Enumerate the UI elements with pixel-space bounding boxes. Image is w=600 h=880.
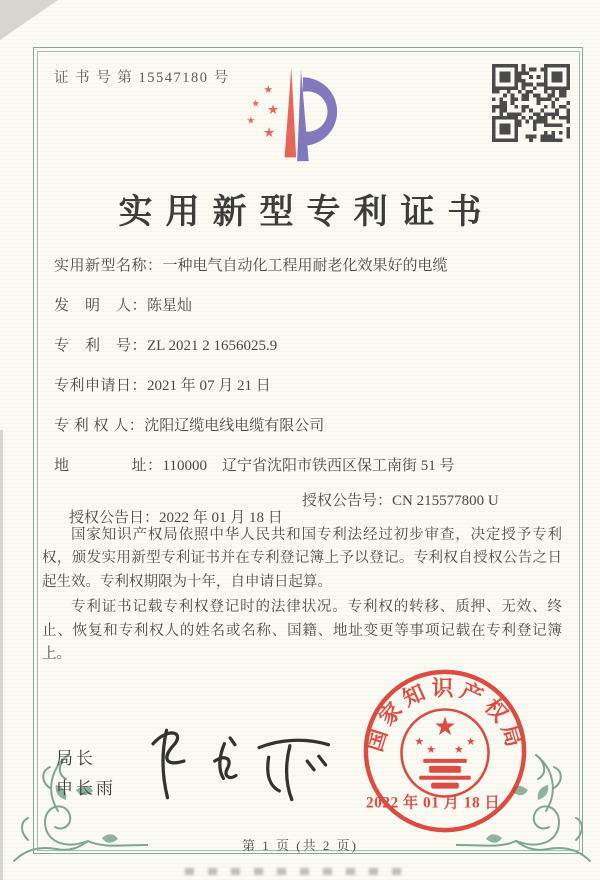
logo-star-icon: ★ [266,101,280,118]
logo-cone-shape [285,68,297,158]
svg-text:★: ★ [414,735,425,749]
legal-text-block [42,524,562,669]
grant-date-label: 授权公告日： [69,510,160,526]
field-label: 专 利 号： [54,338,148,354]
grant-date-value: 2022 年 01 月 18 日 [159,510,283,526]
signer-role: 局长 [56,749,96,768]
certificate-number: 证 书 号 第 15547180 号 [54,70,230,86]
signer-name: 申长雨 [56,778,116,798]
field-label: 专利申请日： [54,378,148,394]
field-label: 专 利 权 人： [54,418,145,434]
field-row-filing-date [54,374,564,414]
field-value: 110000 辽宁省沈阳市铁西区保工南街 51 号 [162,458,455,474]
field-value: 沈阳辽缆电线电缆有限公司 [144,418,325,434]
grant-no-value: CN 215577800 U [392,493,499,509]
scan-corner-shade [0,0,58,40]
logo-star-icon: ★ [251,98,260,110]
svg-text:★: ★ [426,743,437,756]
logo-star-icon: ★ [263,125,276,142]
svg-text:★: ★ [453,743,464,756]
official-seal-stamp [356,664,534,842]
cnipa-logo-icon [226,60,374,166]
signer-block [56,744,116,804]
logo-star-icon: ★ [246,115,256,127]
field-row-inventor [54,294,564,334]
logo-star-icon: ★ [263,83,273,96]
field-row-patentee [54,414,564,454]
signature-icon [128,716,340,810]
field-row-patent-name [54,254,564,294]
seal-date: 2022 年 01 月 18 日 [366,794,501,812]
page-title: 实用新型专利证书 [118,194,495,231]
field-value: 一种电气自动化工程用耐老化效果好的电缆 [162,258,448,274]
field-value: ZL 2021 2 1656025.9 [147,338,278,354]
seal-emblem-icon [401,709,488,796]
page-footer: 第 1 页 (共 2 页) [242,838,358,853]
qr-code [492,64,570,142]
field-label: 实用新型名称： [54,258,163,274]
grant-no-label: 授权公告号： [302,493,393,509]
svg-text:★: ★ [465,735,476,749]
field-list [54,254,564,494]
field-row-patent-number [54,334,564,374]
body-paragraph: 国家知识产权局依照中华人民共和国专利法经过初步审查，决定授予专利权，颁发实用新型专利证书并在专利登记簿上予以登记。专利权自授权公告之日起生效。专利权期限为十年，自申请日起算。 [42,527,562,590]
scan-edge-shade [0,430,3,880]
svg-text:★: ★ [433,712,457,743]
field-row-address [54,454,564,494]
field-label: 地 址： [54,458,163,474]
field-value: 2021 年 07 月 21 日 [147,378,271,394]
field-value: 陈星灿 [147,298,193,314]
body-paragraph: 专利证书记载专利权登记时的法律状况。专利权的转移、质押、无效、终止、恢复和专利权人的姓名或名称、国籍、地址变更等事项记载在专利登记簿上。 [42,599,562,663]
next-page-ghost-marks [185,868,415,875]
field-label: 发 明 人： [54,298,148,314]
seal-org-text: 国家知识产权局 [362,676,528,755]
logo-p-shape [303,77,337,145]
